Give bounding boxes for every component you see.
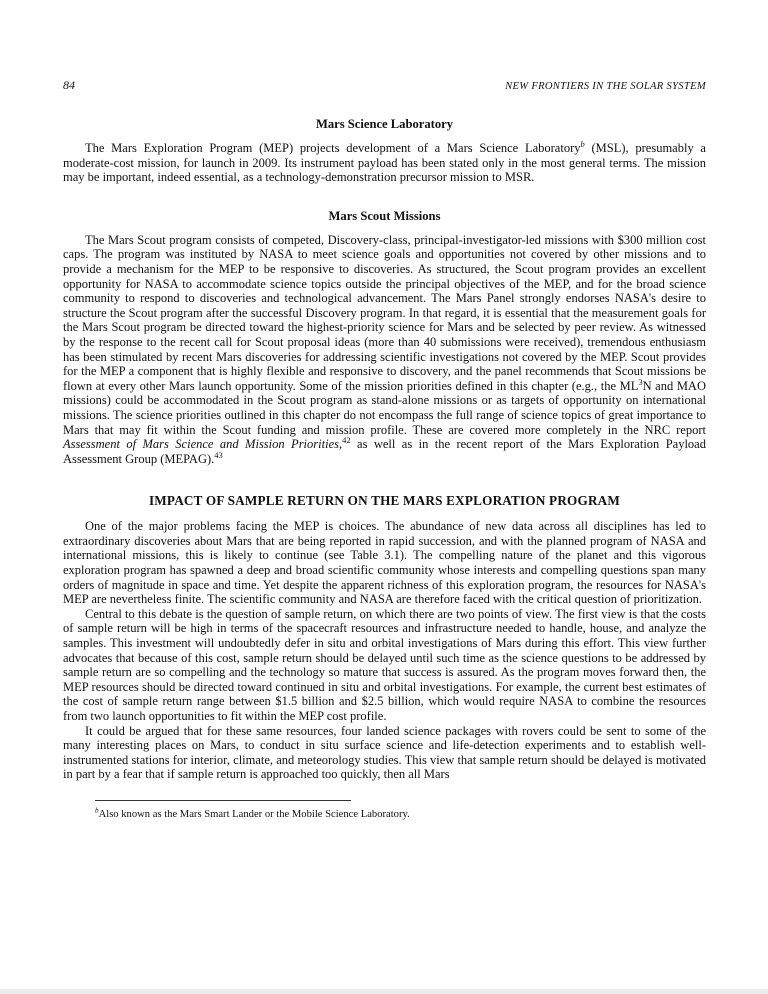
paragraph-scout: The Mars Scout program consists of competed, Discovery-class, principal-investigator-led missions with $300 million cost caps. The program was instituted by NASA to meet science goals and opportunities not covered by other missions and to provide a mechanism for the MEP to be responsive to discoveries. As structured, the Scout program provides an excellent opportunity for NASA to accommodate science topics outside the principal objectives of the MEP, and for the broad science community to respond to discoveries and technological advancement. The Mars Panel strongly endorses NASA's desire to structure the Scout program after the successful Discovery program. In that regard, it is essential that the measurement goals for the Mars Scout program be directed toward the highest-priority science for Mars and be selected by peer review. As witnessed by the response to the recent call for Scout proposal ideas (more than 40 submissions were received), tremendous enthusiasm has been stimulated by recent Mars discoveries for addressing scientific investigations not covered by the MEP. Scout provides for the MEP a component that is highly flexible and responsive to discovery, and the panel recommends that Scout missions be flown at every other Mars launch opportunity. Some of the mission priorities defined in this chapter (e.g., the $ML^3N$ and MAO missions) could be accommodated in the Scout program as stand-alone missions or as targets of opportunity on international missions. The science priorities outlined in this chapter do not encompass the full range of science topics of great importance to Mars that may fit within the Scout funding and mission profile. These are covered more completely in the NRC report Assessment of Mars Science and Mission Priorities,$^{42}$ as well as in the recent report of the Mars Exploration Payload Assessment Group (MEPAG).$^{43}$ <box>63 232 706 466</box>
footnote-rule <box>95 800 351 801</box>
heading-mars-scout-missions: Mars Scout Missions <box>328 208 441 223</box>
heading-mars-science-laboratory: Mars Science Laboratory <box>315 117 454 131</box>
running-header <box>63 78 706 93</box>
paragraph-impact-1: One of the major problems facing the MEP is choices. The abundance of new data across all disciplines has led to extraordinary discoveries about Mars that are being reported in rapid succession, and with the planned program of NASA and international missions, this is likely to continue (see Table 3.1). The compelling nature of the planet and this vigorous exploration program has spawned a deep and broad scientific community whose interests and compelling questions span many orders of magnitude in space and time. Yet despite the apparent richness of this exploration program, the resources for NASA's MEP are nevertheless finite. The scientific community and NASA are therefore faced with the critical question of prioritization. <box>63 519 706 607</box>
text-block <box>63 78 706 821</box>
page-number: 84 <box>63 78 75 92</box>
paragraph-impact-2: Central to this debate is the question of sample return, on which there are two points of view. The first view is that the costs of sample return will be high in terms of the spacecraft resources and infrastructure needed to handle, house, and analyze the samples. This investment will undoubtedly defer in situ and orbital investigations of Mars during this effort. This view further advocates that because of this cost, sample return should be delayed until such time as the science questions to be addressed by sample return are so compelling and the technology so mature that success is assured. As the program moves forward then, the MEP resources should be directed toward continued in situ and orbital investigations. For example, the current best estimates of the cost of sample return range between $1.5 billion and $2.5 billion, which would require NASA to combine the resources from two launch opportunities to fit within the MEP cost profile. <box>63 606 706 723</box>
footnote-marker: b <box>95 806 99 815</box>
footnote-text: Also known as the Mars Smart Lander or the Mobile Science Laboratory. <box>98 808 410 820</box>
paragraph-msl: The Mars Exploration Program (MEP) projects development of a Mars Science Laboratory$^b$ (MSL), presumably a moderate-cost mission, for launch in 2009. Its instrument payload has been stated only in the most general terms. The mission may be important, indeed essential, as a technology-demonstration precursor mission to MSR. <box>63 138 706 185</box>
paragraph-impact-3: It could be argued that for these same resources, four landed science packages with rovers could be sent to some of the many interesting places on Mars, to conduct in situ surface science and life-detection experiments and to establish well-instrumented stations for interior, climate, and meteorology studies. This view that sample return should be delayed is motivated in part by a fear that if sample return is approached too quickly, then all Mars <box>63 723 706 782</box>
scan-edge-artifact <box>0 989 768 994</box>
footnote-block <box>95 800 706 821</box>
footnote <box>95 808 706 821</box>
running-title: NEW FRONTIERS IN THE SOLAR SYSTEM <box>505 81 706 92</box>
heading-impact-of-sample-return: IMPACT OF SAMPLE RETURN ON THE MARS EXPLORATION PROGRAM <box>148 493 621 509</box>
